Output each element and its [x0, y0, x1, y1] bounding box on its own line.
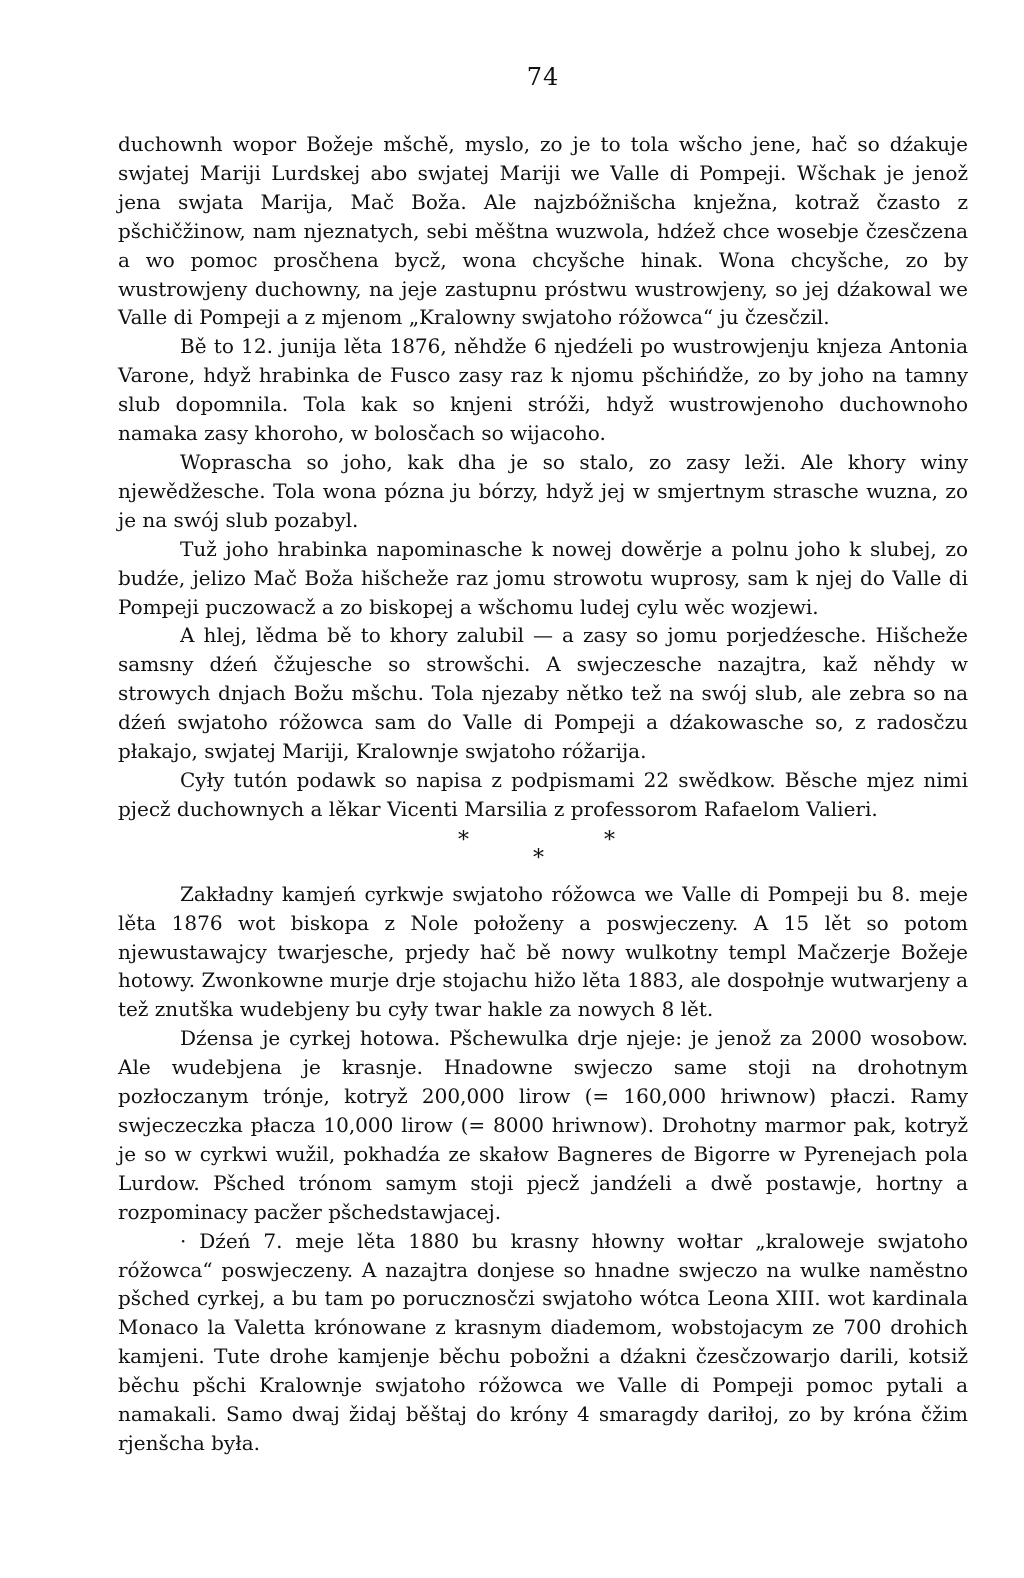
document-page: [118, 62, 968, 1458]
paragraph: Cyły tutón podawk so napisa z podpismami 22 swědkow. Běsche mjez nimi pjecž duchownych a lěkar Vicenti Marsilia z professorom Rafaelom Valieri.: [118, 767, 968, 821]
paragraph: duchownh wopor Božeje mšchě, myslo, zo je to tola wšcho jene, hač so dźakuje swjatej Mariji Lurdskej abo swjatej Mariji we Valle di Pompeji. Wšchak je jenož jena swjata Marija, Mač Boža. Ale najzbóžnišcha knježna, kotraž čzasto z pšchičžinow, nam njeznatych, sebi měštna wuzwola, hdźež chce wosebje čzesčzena a wo pomoc prosčhena bycž, wona chcyšche hinak. Wona chcyšche, zo by wustrowjeny duchowny, na jeje zastupnu próstwu wustrowjeny, so jej dźakowal we Valle di Pompeji a z mjenom „Kralowny swjatoho róžowca“ ju čzesčzil.: [118, 132, 968, 330]
paragraph: Woprascha so joho, kak dha je so stalo, zo zasy leži. Ale khory winy njewědžesche. Tola wona pózna ju bórzy, hdyž jej w smjertnym strasche wuzna, zo je na swój slub pozabyl.: [118, 449, 968, 532]
paragraph: · Dźeń 7. meje lěta 1880 bu krasny hłowny wołtar „kraloweje swjatoho róžowca“ poswjeczeny. A nazajtra donjese so hnadne swjeczo na wulke naměstno pšched cyrkej, a bu tam po porucznosčzi swjatoho wótca Leona XIII. wot kardinala Monaco la Valetta krónowane z krasnym diademom, wobstojacym ze 700 drohich kamjeni. Tute drohe kamjenje běchu pobožni a dźakni čzesčzowarjo darili, kotsiž běchu pšchi Kralownje swjatoho róžowca we Valle di Pompeji pomoc pytali a namakali. Samo dwaj židaj běštaj do króny 4 smaragdy dariłoj, zo by króna čžim rjenšcha była.: [118, 1228, 968, 1455]
text-block-2: [118, 880, 968, 1458]
separator-star-center: *: [533, 845, 544, 871]
page-number: 74: [526, 63, 560, 91]
paragraph: A hlej, lědma bě to khory zalubil — a zasy so jomu porjedźesche. Hišcheže samsny dźeń čžujesche so strowšchi. A swjeczesche nazajtra, kaž něhdy w strowych dnjach Božu mšchu. Tola njezaby nětko tež na swój slub, ale zebra so na dźeń swjatoho róžowca sam do Valle di Pompeji a dźakowasche so, z radosčzu płakajo, swjatej Mariji, Kralownje swjatoho róžarija.: [118, 623, 968, 764]
paragraph: Dźensa je cyrkej hotowa. Pšchewulka drje njeje: je jenož za 2000 wosobow. Ale wudebjena je krasnje. Hnadowne swjeczo same stoji na drohotnym pozłoczanym trónje, kotryž 200,000 lirow (= 160,000 hriwnow) płaczi. Ramy swjeczeczka płacza 10,000 lirow (= 8000 hriwnow). Drohotny marmor pak, kotryž je so w cyrkwi wužil, pokhadźa ze skałow Bagneres de Bigorre w Pyrenejach pola Lurdow. Pšched trónom samym stoji pjecž jandźeli a dwě postawje, hortny a rozpominacy pacžer pšchedstawjacej.: [118, 1026, 968, 1224]
paragraph: Zakładny kamjeń cyrkwje swjatoho róžowca we Valle di Pompeji bu 8. meje lěta 1876 wot biskopa z Nole połoženy a poswjeczeny. A 15 lět so potom njewustawajcy twarjesche, prjedy hač bě nowy wulkotny templ Mačzerje Božeje hotowy. Zwonkowne murje drje stojachu hižo lěta 1883, ale dospołnje wutwarjeny a tež znutška wudebjeny bu cyły twar hakle za nowych 8 lět.: [118, 881, 968, 1022]
paragraph: Bě to 12. junija lěta 1876, něhdže 6 njedźeli po wustrowjenju knjeza Antonia Varone, hdyž hrabinka de Fusco zasy raz k njomu pšchińdže, zo by joho na tamny slub dopomnila. Tola kak so knjeni stróži, hdyž wustrowjenoho duchownoho namaka zasy khoroho, w bolosčach so wijacoho.: [118, 334, 968, 446]
section-separator: [118, 824, 968, 880]
separator-star-right: *: [604, 827, 615, 853]
text-block-1: [118, 130, 968, 824]
separator-star-left: *: [458, 827, 469, 853]
paragraph: Tuž joho hrabinka napominasche k nowej dowěrje a polnu joho k slubej, zo budźe, jelizo Mač Boža hišcheže raz jomu strowotu wuprosy, sam k njej do Valle di Pompeji puczowacž a zo biskopej a wšchomu ludej cylu wěc wozjewi.: [118, 536, 968, 619]
